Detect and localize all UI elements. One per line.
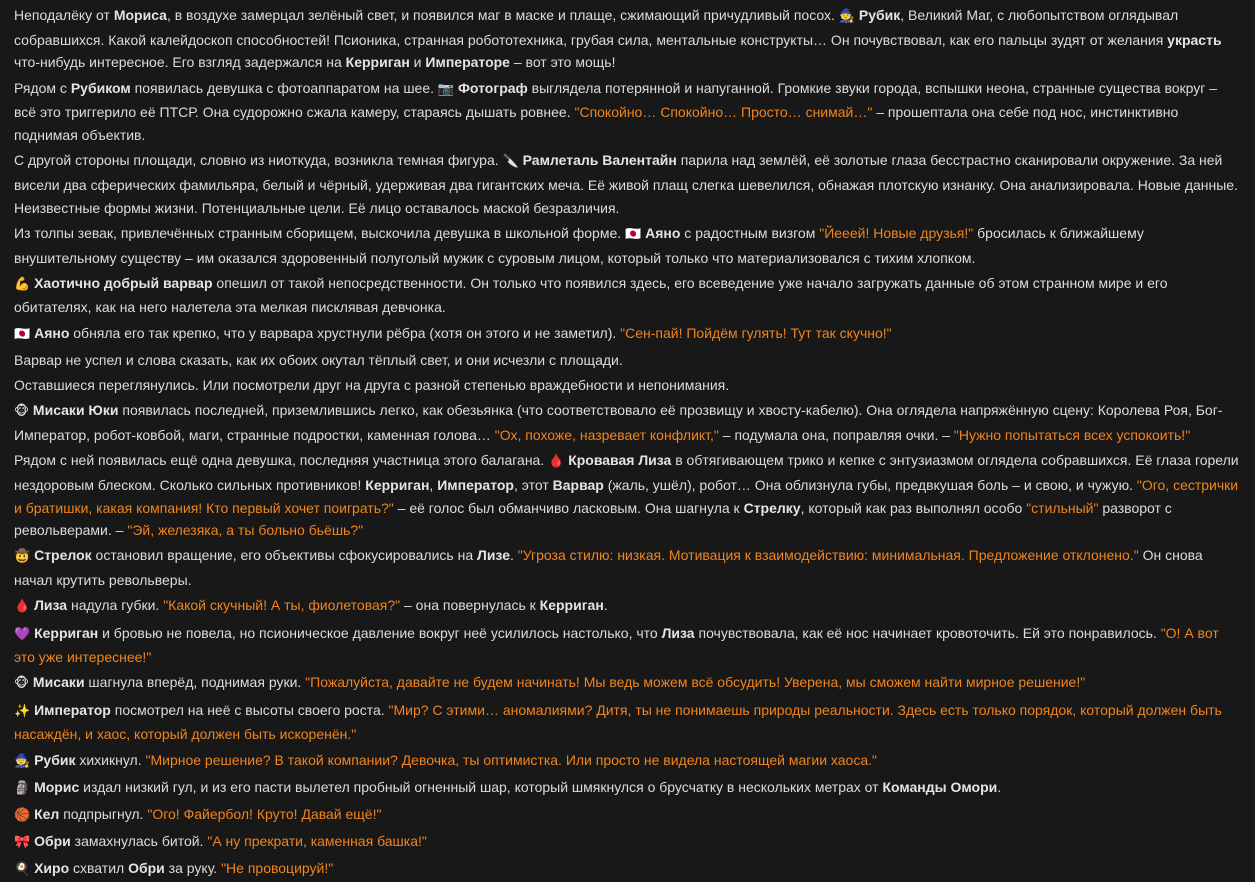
narration-paragraph: [14, 594, 1241, 619]
narration-text: ,: [429, 476, 438, 493]
narration-text: замахнулась битой.: [70, 833, 208, 850]
flexed-arm-icon: 💪: [14, 276, 31, 292]
cowboy-icon: 🤠: [14, 549, 31, 565]
frying-pan-icon: 🍳: [14, 862, 31, 878]
character-name: Императоре: [425, 54, 510, 71]
narration-text: .: [997, 778, 1002, 795]
narration-paragraph: [14, 857, 1241, 882]
narration-text: , в воздухе замерцал зелёный свет, и появился маг в маске и плаще, сжимающий причудливый посох.: [166, 7, 839, 23]
character-name: украсть: [1167, 31, 1222, 48]
narration-text: шагнула вперёд, поднимая руки.: [84, 674, 306, 691]
character-name: Рамлеталь Валентайн: [522, 152, 677, 169]
narration-text: обняла его так крепко, что у варвара хрустнули рёбра (хотя он этого и не заметил).: [69, 324, 621, 341]
camera-icon: 📷: [437, 81, 455, 97]
dialogue-quote: "А ну прекрати, каменная башка!": [207, 833, 427, 850]
narration-text: разворот с револьверами. –: [14, 499, 1172, 539]
japan-flag-icon: 🇯🇵: [625, 226, 642, 242]
narration-text: что-нибудь интересное. Его взгляд задержался на: [14, 54, 346, 71]
narration-text: , этот: [513, 476, 553, 493]
dialogue-quote: "Спокойно… Спокойно… Просто… снимай…": [574, 104, 873, 121]
dialogue-quote: "О! А вот это уже интереснее!": [14, 624, 1219, 666]
character-name: Керриган: [345, 54, 410, 71]
narration-text: .: [603, 597, 608, 614]
dialogue-quote: "Не провоцируй!": [221, 860, 334, 877]
narration-text: – вот это мощь!: [509, 54, 616, 71]
character-name: Хиро: [34, 860, 70, 877]
narration-text: (жаль, ушёл), робот… Она облизнула губы, предвкушая боль – и свою, и чужую.: [603, 476, 1137, 493]
dialogue-quote: "Пожалуйста, давайте не будем начинать! Мы ведь можем всё обсудить! Уверена, мы сможем найти мирное решение!": [305, 674, 1086, 691]
narration-text: в обтягивающем трико и кепке с энтузиазмом оглядела собравшихся. Её глаза горели нездоровым блеском. Сколько сильных противников!: [14, 452, 1239, 493]
narration-paragraph: [14, 749, 1241, 774]
narration-paragraph: [14, 830, 1241, 855]
narration-text: – она повернулась к: [400, 597, 540, 614]
narration-paragraph: [14, 349, 1241, 372]
narration-text: Рядом с ней появилась ещё одна девушка, последняя участница этого балагана.: [14, 452, 549, 469]
character-name: Керриган: [539, 597, 604, 614]
dialogue-quote: "Нужно попытаться всех успокоить!": [953, 426, 1191, 443]
narration-text: Оставшиеся переглянулись. Или посмотрели друг на друга с разной степенью враждебности и непонимания.: [14, 377, 730, 394]
narration-text: Он снова начал крутить револьверы.: [14, 547, 1203, 589]
narration-text: – её голос был обманчиво ласковым. Она шагнула к: [393, 499, 744, 516]
narration-paragraph: [14, 4, 1241, 74]
blood-drop-icon: 🩸: [14, 599, 31, 615]
character-name: Керриган: [365, 476, 430, 493]
dialogue-quote: "Мир? С этими… аномалиями? Дитя, ты не понимаешь природы реальности. Здесь есть только порядок, который должен быть насаждён, и хаос, который должен быть искоренён.": [14, 701, 1222, 743]
knife-icon: 🔪: [502, 154, 519, 170]
character-name: Мориса: [113, 7, 167, 23]
character-name: Обри: [34, 833, 71, 850]
monkey-icon: 🐵: [14, 404, 30, 420]
character-name: Мисаки Юки: [32, 402, 119, 419]
character-name: Лиза: [34, 597, 68, 614]
narration-text: парила над землёй, её золотые глаза бесстрастно сканировали окружение. За ней висели два сферических фамильяра, белый и чёрный, удерживая два гигантских меча. Её живой плащ слегка шевелился, обнажая плотскую изнанку. Она анализировала. Новые данные. Неизвестные формы жизни. Потенциальные цели. Её лицо оставалось маской безразличия.: [14, 152, 1238, 216]
character-name: Рубиком: [70, 79, 131, 96]
narration-paragraph: [14, 272, 1241, 319]
character-name: Стрелку: [743, 499, 801, 516]
narration-text: издал низкий гул, и из его пасти вылетел пробный огненный шар, который шмякнулся о брусчатку в нескольких метрах от: [79, 778, 883, 795]
narration-text: появилась последней, приземлившись легко, как обезьянка (что соответствовало её прозвищу и хвосту-кабелю). Она оглядела напряжённую сцену: Королева Роя, Бог-Император, робот-ковбой, маги, странные подростки, каменная голова…: [14, 402, 1223, 443]
narration-text: схватил: [69, 860, 129, 877]
mage-icon: 🧙: [14, 753, 31, 769]
character-name: Обри: [128, 860, 165, 877]
moai-icon: 🗿: [14, 780, 31, 796]
narration-text: с радостным визгом: [680, 224, 820, 241]
blood-drop-icon: 🩸: [548, 454, 565, 470]
narration-text: Рядом с: [14, 79, 71, 96]
narration-paragraph: [14, 374, 1241, 397]
narration-text: выглядела потерянной и напуганной. Громкие звуки города, вспышки неона, странные существа вокруг – всё это триггерило её ПТСР. Она судорожно сжала камеру, стараясь дышать ровнее.: [14, 79, 1218, 121]
narration-text: .: [510, 547, 518, 564]
narration-text: хихикнул.: [75, 751, 146, 768]
narration-paragraph: [14, 544, 1241, 591]
character-name: Император: [437, 476, 514, 493]
narration-paragraph: [14, 699, 1241, 746]
narration-text: посмотрел на неё с высоты своего роста.: [110, 701, 389, 718]
character-name: Император: [34, 701, 111, 718]
basketball-icon: 🏀: [14, 808, 31, 823]
narration-paragraph: [14, 149, 1241, 219]
character-name: Кровавая Лиза: [568, 452, 672, 469]
ribbon-icon: 🎀: [14, 835, 31, 851]
character-name: Морис: [34, 778, 80, 795]
narration-text: остановил вращение, его объективы сфокусировались на: [91, 547, 477, 564]
narration-text: – прошептала она себе под нос, инстинктивно поднимая объектив.: [14, 104, 1179, 144]
narration-text: , который как раз выполнял особо: [800, 499, 1027, 516]
dialogue-quote: "стильный": [1026, 499, 1099, 516]
character-name: Аяно: [34, 324, 70, 341]
dialogue-quote: "Угроза стилю: низкая. Мотивация к взаимодействию: минимальная. Предложение отклонено.": [517, 547, 1139, 564]
character-name: Лизе: [477, 547, 510, 564]
narration-paragraph: [14, 399, 1241, 446]
monkey-icon: 🐵: [14, 676, 30, 692]
character-name: Аяно: [645, 224, 681, 241]
character-name: Керриган: [34, 624, 99, 641]
dialogue-quote: "Ого, сестрички и братишки, какая компания! Кто первый хочет поиграть?": [14, 476, 1239, 516]
character-name: Варвар: [552, 476, 604, 493]
dialogue-quote: "Йееей! Новые друзья!": [819, 224, 974, 241]
character-name: Лиза: [661, 624, 695, 641]
narration-paragraph: [14, 222, 1241, 269]
sparkles-icon: ✨: [14, 703, 31, 719]
dialogue-quote: "Какой скучный! А ты, фиолетовая?": [163, 597, 401, 614]
character-name: Мисаки: [32, 674, 85, 691]
narration-text: надула губки.: [67, 597, 164, 614]
character-name: Фотограф: [457, 79, 528, 96]
dialogue-quote: "Ого! Файербол! Круто! Давай ещё!": [147, 806, 382, 822]
narration-text: Неподалёку от: [14, 7, 114, 23]
narration-paragraph: [14, 776, 1241, 801]
narration-text: подпрыгнул.: [59, 806, 148, 822]
character-name: Команды Омори: [882, 778, 998, 795]
narration-text: С другой стороны площади, словно из ниоткуда, возникла темная фигура.: [14, 152, 503, 169]
narration-text: Варвар не успел и слова сказать, как их обоих окутал тёплый свет, и они исчезли с площади.: [14, 351, 623, 368]
narration-paragraph: [14, 671, 1241, 696]
narration-text: за руку.: [164, 860, 222, 877]
narration-text: , Великий Маг, с любопытством оглядывал собравшихся. Какой калейдоскоп способностей! Псионика, странная робототехника, грубая сила, ментальные конструкты… Он почувствовал, как его пальцы зудят от желания: [14, 7, 1179, 48]
dialogue-quote: "Ох, похоже, назревает конфликт,": [494, 426, 719, 443]
narration-text: и: [409, 54, 426, 71]
dialogue-quote: "Мирное решение? В такой компании? Девочка, ты оптимистка. Или просто не видела настоящей магии хаоса.": [145, 751, 877, 768]
dialogue-quote: "Сен-пай! Пойдём гулять! Тут так скучно!": [620, 324, 892, 341]
narration-paragraph: [14, 449, 1241, 542]
narration-text: и бровью не повела, но псионическое давление вокруг неё усилилось настолько, что: [98, 624, 662, 641]
narration-paragraph: [14, 322, 1241, 347]
narration-text: – подумала она, поправляя очки. –: [718, 426, 954, 443]
narration-text: почувствовала, как её нос начинает кровоточить. Ей это понравилось.: [694, 624, 1161, 641]
narration-text: появилась девушка с фотоаппаратом на шее.: [130, 79, 438, 96]
japan-flag-icon: 🇯🇵: [14, 326, 31, 342]
purple-heart-icon: 💜: [14, 626, 31, 642]
narration-paragraph: [14, 77, 1241, 147]
narration-paragraph: [14, 803, 1241, 828]
narration-paragraph: [14, 622, 1241, 669]
character-name: Хаотично добрый варвар: [34, 274, 213, 291]
narration-text: бросилась к ближайшему внушительному существу – им оказался здоровенный полуголый мужик с суровым лицом, который только что материализовался с тихим хлопком.: [14, 224, 1144, 266]
character-name: Рубик: [858, 7, 901, 23]
character-name: Стрелок: [34, 547, 92, 564]
mage-icon: 🧙: [838, 9, 855, 24]
narration-text: опешил от такой непосредственности. Он только что появился здесь, его всеведение уже начало загружать данные об этом странном мире и его обитателях, как на него налетела эта мелкая писклявая девчонка.: [14, 274, 1168, 316]
narration-text: Из толпы зевак, привлечённых странным сборищем, выскочила девушка в школьной форме.: [14, 224, 626, 241]
dialogue-quote: "Эй, железяка, а ты больно бьёшь?": [127, 522, 364, 539]
character-name: Кел: [34, 806, 60, 822]
character-name: Рубик: [34, 751, 76, 768]
